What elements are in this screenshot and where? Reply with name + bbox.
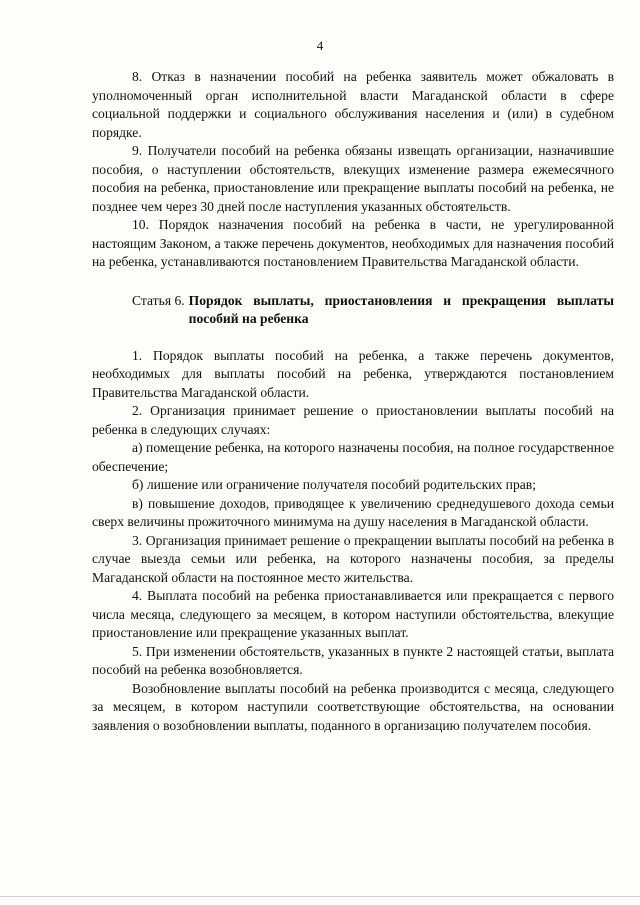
article-paragraph-resumption: Возобновление выплаты пособий на ребенка производится с месяца, следующего за месяцем, в котором наступили соответствующие обстоятельства, на основании заявления о возобновлении выплаты, поданного в организацию получателем пособия. bbox=[92, 680, 614, 733]
article-paragraph-3: 3. Организация принимает решение о прекращении выплаты пособий на ребенка в случае выезда семьи или ребенка, на которого назначены пособия, за пределы Магаданской области на постоянное место жительства. bbox=[92, 532, 614, 585]
article-paragraph-2: 2. Организация принимает решение о приостановлении выплаты пособий на ребенка в следующих случаях: bbox=[92, 403, 614, 437]
page-number: 4 bbox=[316, 38, 324, 53]
paragraph-9: 9. Получатели пособий на ребенка обязаны извещать организации, назначившие пособия, о наступлении обстоятельств, влекущих изменение размера ежемесячного пособия на ребенка, приостановление или прекращение выплаты пособий на ребенка, не позднее чем через 30 дней после наступления указанных обстоятельств. bbox=[92, 143, 614, 214]
article-number: Статья 6. bbox=[132, 292, 185, 308]
subitem-a: а) помещение ребенка, на которого назначены пособия, на полное государственное обеспечение; bbox=[92, 440, 614, 474]
article-paragraph-5: 5. При изменении обстоятельств, указанных в пункте 2 настоящей статьи, выплата пособий на ребенка возобновляется. bbox=[92, 643, 614, 677]
document-body bbox=[92, 68, 614, 735]
article-paragraph-4: 4. Выплата пособий на ребенка приостанавливается или прекращается с первого числа месяца, следующего за месяцем, в котором наступили обстоятельства, влекущие приостановление или прекращение указанных выплат. bbox=[92, 588, 614, 640]
article-heading bbox=[92, 292, 614, 329]
subitem-c: в) повышение доходов, приводящее к увеличению среднедушевого дохода семьи сверх величины прожиточного минимума на душу населения в Магаданской области. bbox=[92, 495, 614, 529]
paragraph-8: 8. Отказ в назначении пособий на ребенка заявитель может обжаловать в уполномоченный орган исполнительной власти Магаданской области в сфере социальной поддержки и социального обслуживания населения и (или) в судебном порядке. bbox=[92, 69, 614, 140]
paragraph-10: 10. Порядок назначения пособий на ребенка в части, не урегулированной настоящим Законом, а также перечень документов, необходимых для назначения пособий на ребенка, устанавливаются постановлением Правительства Магаданской области. bbox=[92, 217, 614, 269]
subitem-b: б) лишение или ограничение получателя пособий родительских прав; bbox=[132, 477, 536, 492]
article-title: Порядок выплаты, приостановления и прекращения выплаты пособий на ребенка bbox=[188, 292, 614, 326]
article-paragraph-1: 1. Порядок выплаты пособий на ребенка, а также перечень документов, необходимых для выплаты пособий на ребенка, утверждаются постановлением Правительства Магаданской области. bbox=[92, 347, 614, 400]
scan-edge-line bbox=[0, 896, 640, 897]
